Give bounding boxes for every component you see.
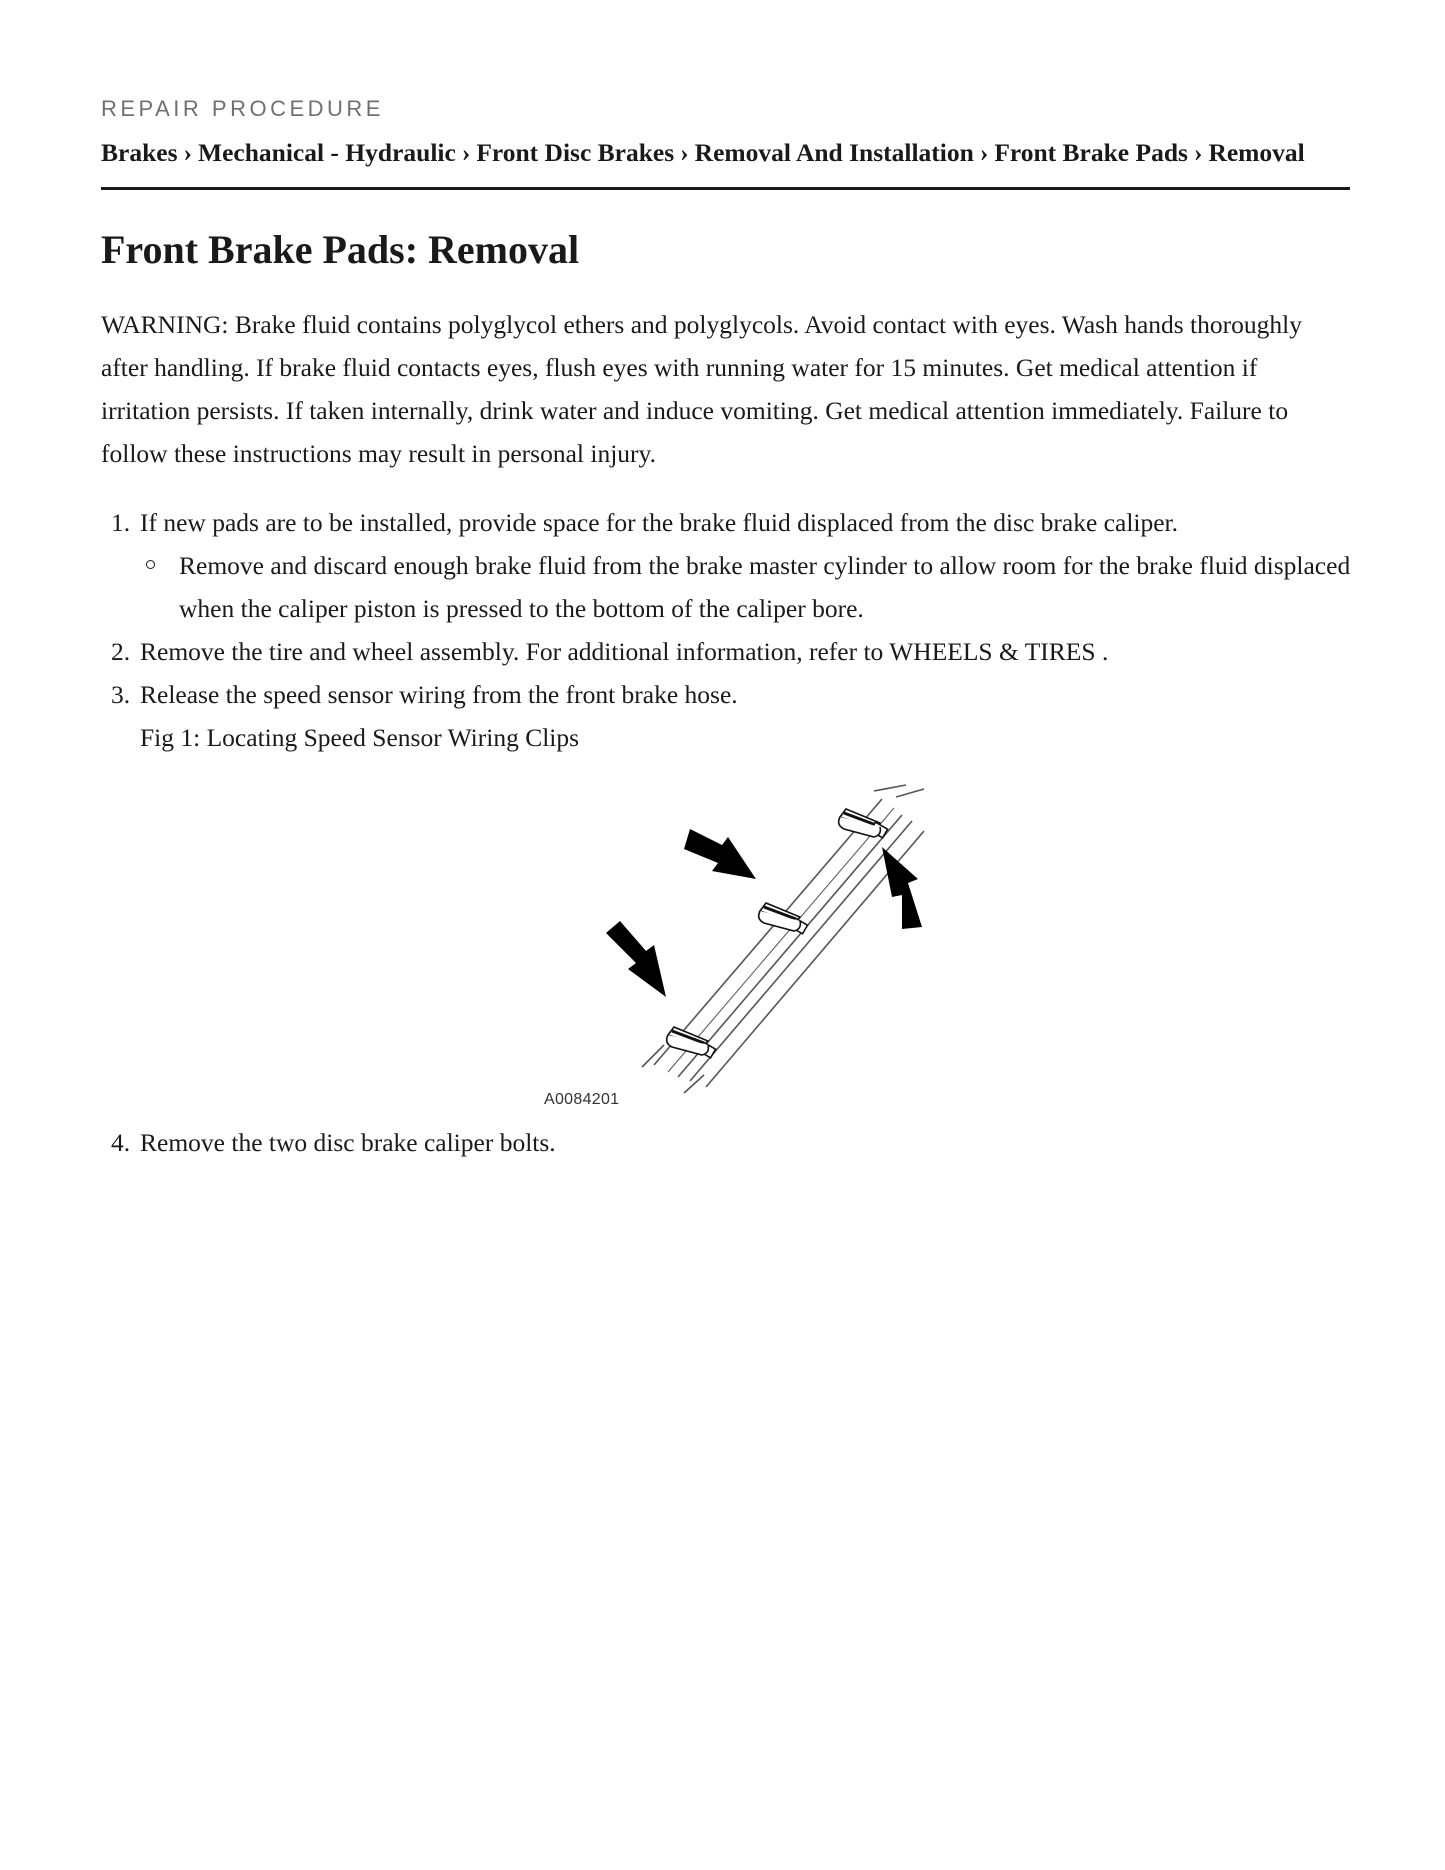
breadcrumb-separator: ›	[979, 138, 989, 167]
step-2	[101, 630, 1351, 673]
step-number: 1.	[111, 508, 131, 537]
step-text: Remove the tire and wheel assembly. For additional information, refer to WHEELS & TIRES .	[140, 637, 1109, 666]
circle-bullet-icon	[146, 560, 155, 569]
header-divider	[101, 187, 1350, 190]
breadcrumb-item-front-disc-brakes[interactable]: Front Disc Brakes	[476, 138, 675, 167]
substeps	[140, 544, 1351, 630]
step-text: Remove the two disc brake caliper bolts.	[140, 1128, 556, 1157]
step-3	[101, 673, 1351, 1121]
warning-paragraph: WARNING: Brake fluid contains polyglycol ethers and polyglycols. Avoid contact with eyes. Wash hands thoroughly after handling. If brake fluid contacts eyes, flush eyes with running water for 15 minutes. Get medical attention if irritation persists. If taken internally, drink water and induce vomiting. Get medical attention immediately. Failure to follow these instructions may result in personal injury.	[101, 310, 1302, 468]
figure-caption: Fig 1: Locating Speed Sensor Wiring Clips	[140, 723, 580, 752]
section-eyebrow: REPAIR PROCEDURE	[101, 96, 384, 121]
breadcrumb-separator: ›	[1193, 138, 1203, 167]
step-4	[101, 1121, 1351, 1164]
breadcrumb-separator: ›	[183, 138, 192, 167]
breadcrumb-item-removal: Removal	[1208, 138, 1305, 167]
breadcrumb-separator: ›	[461, 138, 471, 167]
step-number: 2.	[111, 637, 131, 666]
step-1	[101, 501, 1351, 630]
substep-item	[140, 544, 1351, 630]
breadcrumb-item-removal-and-installation[interactable]: Removal And Installation	[694, 138, 974, 167]
speed-sensor-wiring-clips-illustration	[544, 775, 984, 1105]
breadcrumb	[101, 138, 1305, 168]
breadcrumb-item-front-brake-pads[interactable]: Front Brake Pads	[994, 138, 1188, 167]
figure-container	[140, 759, 1351, 1121]
step-text: Release the speed sensor wiring from the front brake hose.	[140, 680, 738, 709]
arrow-icon	[684, 829, 756, 879]
breadcrumb-item-mechanical-hydraulic[interactable]: Mechanical - Hydraulic	[198, 138, 456, 167]
breadcrumb-item-brakes[interactable]: Brakes	[101, 138, 178, 167]
page-title: Front Brake Pads: Removal	[101, 227, 580, 272]
arrow-icon	[882, 847, 922, 929]
arrow-icon	[606, 921, 666, 997]
step-number: 4.	[111, 1128, 131, 1157]
figure-reference-label: A0084201	[544, 1091, 620, 1108]
step-text: If new pads are to be installed, provide space for the brake fluid displaced from the disc brake caliper.	[140, 508, 1179, 537]
breadcrumb-separator: ›	[680, 138, 689, 167]
procedure-steps	[101, 501, 1351, 1164]
substep-text: Remove and discard enough brake fluid from the brake master cylinder to allow room for the brake fluid displaced when the caliper piston is pressed to the bottom of the caliper bore.	[179, 551, 1351, 623]
step-number: 3.	[111, 680, 131, 709]
